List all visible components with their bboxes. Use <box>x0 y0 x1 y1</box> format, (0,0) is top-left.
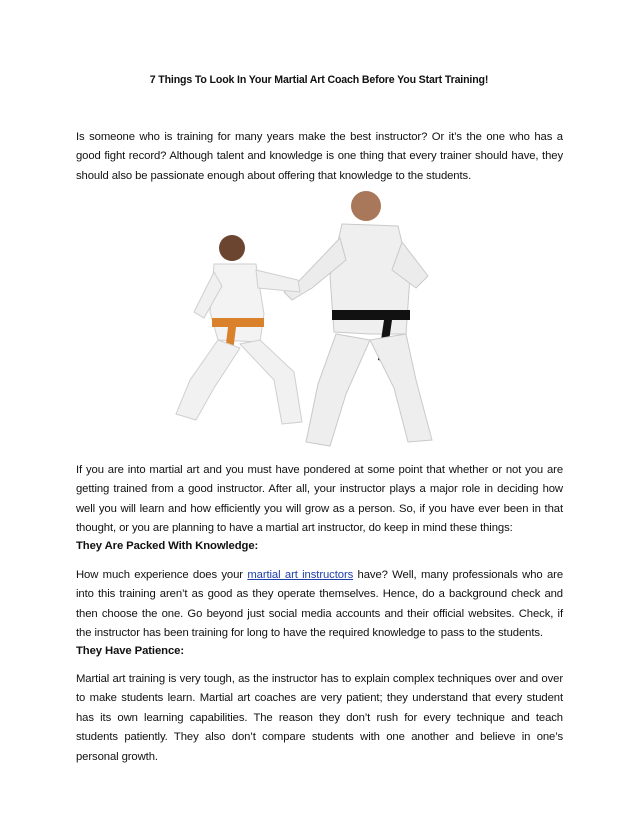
knowledge-text-before: How much experience does your <box>76 569 248 581</box>
martial-art-instructors-link[interactable]: martial art instructors <box>247 569 354 581</box>
intro-paragraph: Is someone who is training for many years make the best instructor? Or it’s the one who has a good fight record? Although talent and knowledge is one thing that every trainer should have, they should also be passionate enough about offering that knowledge to the students. <box>76 131 563 182</box>
martial-art-paragraph: If you are into martial art and you must have pondered at some point that whether or not you are getting trained from a good instructor. After all, your instructor plays a major role in deciding how well you will learn and how efficiently you will grow as a person. So, if you have ever been in that thought, or you are planning to have a martial art instructor, do keep in mind these things: <box>76 464 563 535</box>
patience-heading: They Have Patience: <box>76 645 184 657</box>
document-title: 7 Things To Look In Your Martial Art Coach Before You Start Training! <box>149 74 489 86</box>
knowledge-paragraph <box>76 566 563 644</box>
instructor-figure <box>284 191 432 446</box>
student-figure <box>176 235 302 424</box>
patience-paragraph: Martial art training is very tough, as the instructor has to explain complex techniques over and over to make students learn. Martial art coaches are very patient; they understand that every student has its own learning capabilities. The reason they don’t rush for every technique and teach students patiently. They also don’t compare students with one another and believe in one’s personal growth. <box>76 673 563 763</box>
martial-arts-photo <box>170 184 468 454</box>
knowledge-heading: They Are Packed With Knowledge: <box>76 540 259 552</box>
knowledge-text-after: have? Well, many professionals who are into this training aren’t as good as they operate themselves. Hence, do a background check and then choose the one. Go beyond just social media accounts and their official websites. Check, if the instructor has been training for long to have the required knowledge to pass to the students. <box>76 569 563 640</box>
